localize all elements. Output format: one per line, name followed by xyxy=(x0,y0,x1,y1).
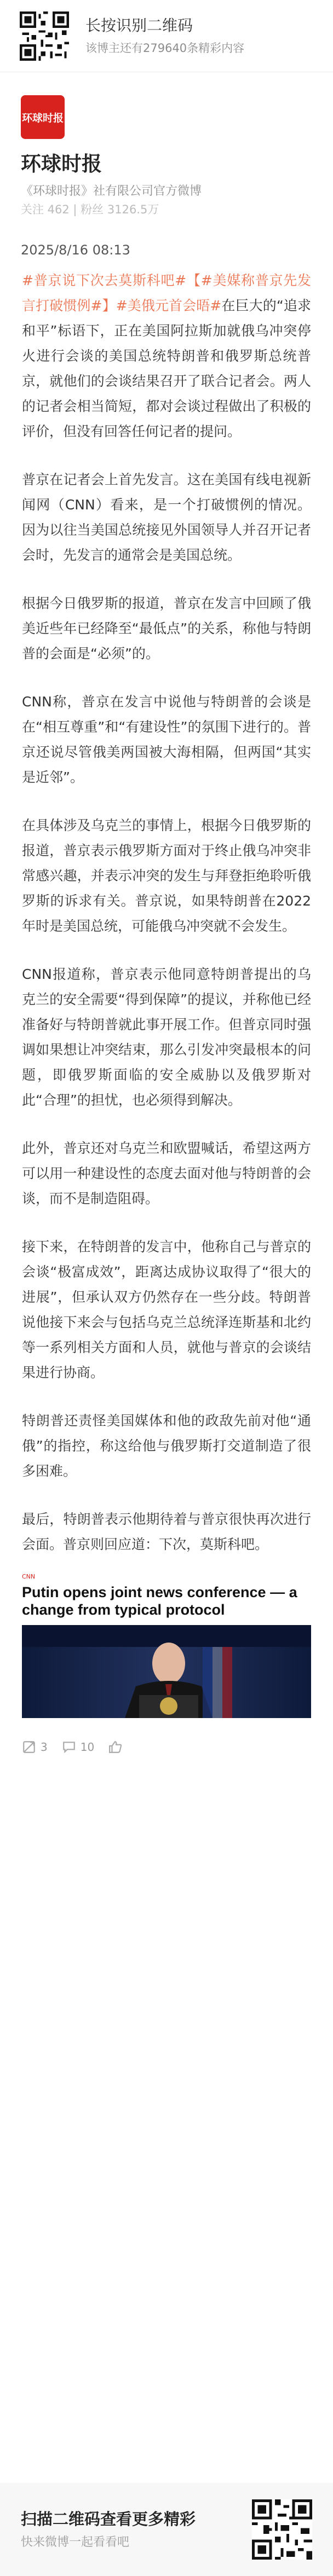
avatar[interactable] xyxy=(21,95,65,139)
post-paragraph: 特朗普还责怪美国媒体和他的政敌先前对他“通俄”的指控，称这给他与俄罗斯打交道制造了很多困难。 xyxy=(22,1413,311,1479)
hashtag-link[interactable]: #普京说下次去莫斯科吧# xyxy=(22,272,187,288)
author-description: 《环球时报》社有限公司官方微博 xyxy=(21,184,202,198)
post-content xyxy=(0,268,333,1557)
author-name[interactable]: 环球时报 xyxy=(21,152,102,176)
footer-qr-banner[interactable] xyxy=(0,2483,333,2576)
footer-text xyxy=(21,2508,252,2551)
comment-button[interactable] xyxy=(62,1740,94,1754)
post-paragraph: 最后，特朗普表示他期待着与普京很快再次进行会面。普京则回应道：下次，莫斯科吧。 xyxy=(22,1511,311,1552)
post-paragraph: 接下来，在特朗普的发言中，他称自己与普京的会谈“极富成效”，距离达成协议取得了“很大的进展”，但承认双方仍然存在一些分歧。特朗普说他接下来会与包括乌克兰总统泽连斯基和北约等一系列相关方面和人员，就他与普京的会谈结果进行协商。 xyxy=(22,1239,311,1380)
footer-title: 扫描二维码查看更多精彩 xyxy=(21,2510,196,2528)
footer-subtitle: 快来微博一起看看吧 xyxy=(21,2536,130,2549)
post-paragraph xyxy=(22,268,311,444)
post-text: 在巨大的“追求和平”标语下，正在美国阿拉斯加就俄乌冲突停火进行会谈的美国总统特朗普和俄罗斯总统普京，就他们的会谈结果召开了联合记者会。两人的记者会相当简短，都对会谈过程做出了积极的评价，但没有回答任何记者的提问。 xyxy=(22,298,311,439)
post-paragraph: CNN称，普京在发言中说他与特朗普的会谈是在“相互尊重”和“有建设性”的氛围下进行的。普京还说尽管俄美两国被大海相隔，但两国“其实是近邻”。 xyxy=(22,694,311,785)
qr-banner-text xyxy=(85,15,244,57)
avatar-logo-text: 环球时报 xyxy=(21,112,64,124)
comment-icon xyxy=(62,1740,76,1754)
hashtag-link[interactable]: 【#美媒称普京先发言打破惯例#】 xyxy=(22,272,311,314)
thumbs-up-icon xyxy=(108,1740,123,1754)
post-paragraph: 在具体涉及乌克兰的事情上，根据今日俄罗斯的报道，普京表示俄罗斯方面对于终止俄乌冲突非常感兴趣，并表示冲突的发生与拜登拒绝聆听俄罗斯的诉求有关。普京说，如果特朗普在2022年时是美国总统，可能俄乌冲突就不会发生。 xyxy=(22,817,311,934)
post-paragraph: 此外，普京还对乌克兰和欧盟喊话，希望这两方可以用一种建设性的态度去面对他与特朗普的会谈，而不是制造阻碍。 xyxy=(22,1140,311,1206)
repost-button[interactable] xyxy=(22,1740,48,1754)
author-stats: 关注 462 | 粉丝 3126.5万 xyxy=(21,203,159,216)
qr-banner-title: 长按识别二维码 xyxy=(85,16,193,34)
qr-banner[interactable] xyxy=(0,0,333,72)
post-paragraph: 根据今日俄罗斯的报道，普京在发言中回顾了俄美近些年已经降至“最低点”的关系，称他与特朗普的会面是“必须”的。 xyxy=(22,595,311,662)
repost-icon xyxy=(22,1740,36,1754)
qr-banner-subtitle: 该博主还有279640条精彩内容 xyxy=(85,41,245,55)
action-bar xyxy=(22,1730,311,1754)
post-date: 2025/8/16 08:13 xyxy=(21,242,130,258)
comment-count: 10 xyxy=(80,1740,95,1754)
embedded-image-card[interactable] xyxy=(22,1573,311,1718)
hashtag-link[interactable]: #美俄元首会晤# xyxy=(116,298,222,314)
news-photo[interactable] xyxy=(22,1625,311,1718)
author-section xyxy=(0,72,333,259)
card-source: CNN xyxy=(22,1573,36,1580)
qr-code-icon[interactable] xyxy=(252,2499,312,2560)
card-headline: Putin opens joint news conference — a change from typical protocol xyxy=(22,1584,297,1618)
post-paragraph: CNN报道称，普京表示他同意特朗普提出的乌克兰的安全需要“得到保障”的提议，并称他已经准备好与特朗普就此事开展工作。但普京同时强调如果想让冲突结束，那么引发冲突最根本的问题，即俄罗斯面临的安全威胁以及俄罗斯对此“合理”的担忧，也必须得到解决。 xyxy=(22,966,311,1108)
post-paragraph: 普京在记者会上首先发言。这在美国有线电视新闻网（CNN）看来，是一个打破惯例的情况。因为以往当美国总统接见外国领导人并召开记者会时，先发言的通常会是美国总统。 xyxy=(22,472,311,563)
qr-code-icon[interactable] xyxy=(20,11,69,61)
like-button[interactable] xyxy=(108,1740,127,1754)
repost-count: 3 xyxy=(41,1740,48,1754)
